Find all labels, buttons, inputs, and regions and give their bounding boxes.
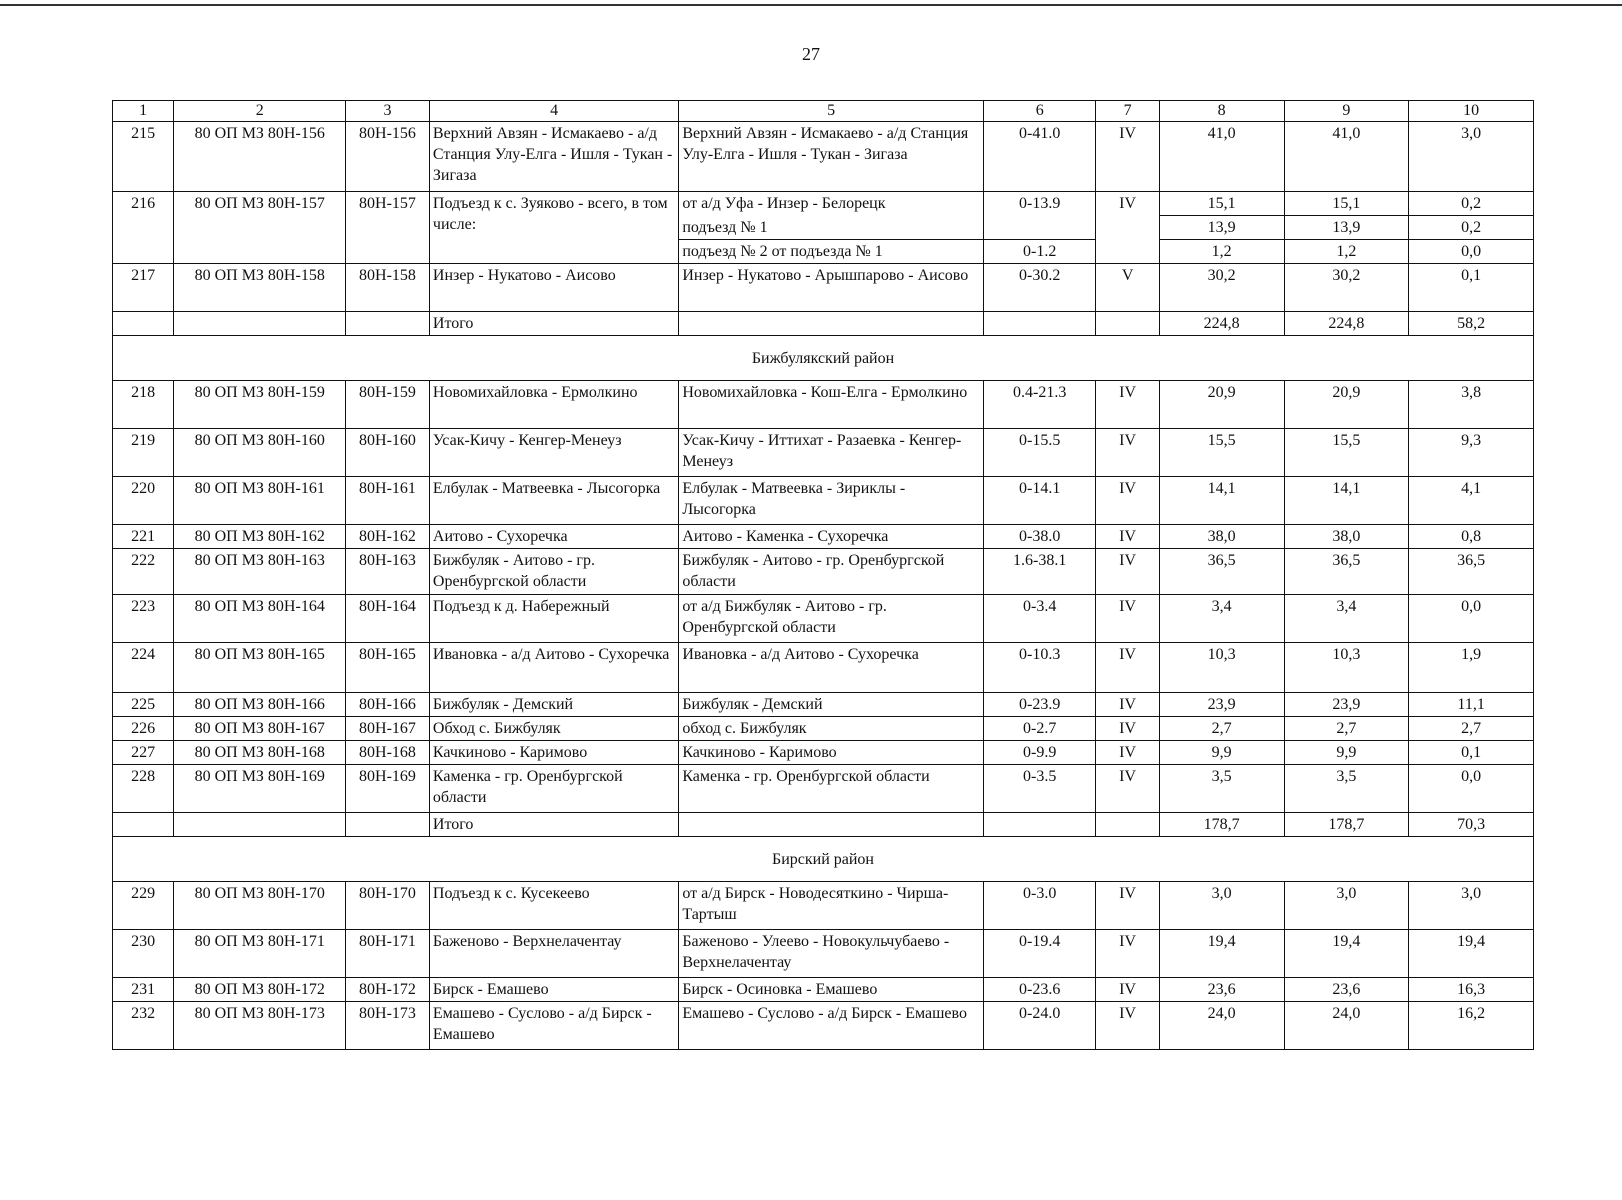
road-id: 80 ОП МЗ 80Н-165 — [174, 643, 346, 693]
road-category: IV — [1096, 930, 1159, 978]
district-heading: Бижбулякский район — [113, 336, 1534, 381]
road-code: 80Н-157 — [346, 192, 430, 264]
road-category: IV — [1096, 122, 1159, 192]
road-route: Бижбуляк - Аитово - гр. Оренбургской области — [679, 549, 984, 595]
road-name: Качкиново - Каримово — [429, 741, 678, 765]
row-number: 232 — [113, 1002, 174, 1050]
column-header: 6 — [983, 101, 1095, 122]
table-row — [113, 882, 1534, 930]
km-range: 0-3.4 — [983, 595, 1095, 643]
empty-cell — [1096, 813, 1159, 837]
empty-cell — [679, 312, 984, 336]
km-range: 0-38.0 — [983, 525, 1095, 549]
value-col-8: 9,9 — [1159, 741, 1284, 765]
value-col-8: 2,7 — [1159, 717, 1284, 741]
road-name: Подъезд к с. Зуяково - всего, в том числе: — [429, 192, 678, 264]
road-route: Усак-Кичу - Иттихат - Разаевка - Кенгер-Менеуз — [679, 429, 984, 477]
row-number: 227 — [113, 741, 174, 765]
road-code: 80Н-164 — [346, 595, 430, 643]
road-name: Баженово - Верхнелачентау — [429, 930, 678, 978]
road-code: 80Н-167 — [346, 717, 430, 741]
total-col-8: 178,7 — [1159, 813, 1284, 837]
value-col-8: 3,0 — [1159, 882, 1284, 930]
road-name: Новомихайловка - Ермолкино — [429, 381, 678, 429]
value-col-10: 2,7 — [1409, 717, 1534, 741]
value-col-10: 0,2 — [1409, 192, 1534, 216]
road-id: 80 ОП МЗ 80Н-167 — [174, 717, 346, 741]
km-range: 0-3.0 — [983, 882, 1095, 930]
row-number: 228 — [113, 765, 174, 813]
road-category: IV — [1096, 717, 1159, 741]
value-col-8: 36,5 — [1159, 549, 1284, 595]
row-number: 223 — [113, 595, 174, 643]
road-route: Инзер - Нукатово - Арышпарово - Аисово — [679, 264, 984, 312]
value-col-8: 10,3 — [1159, 643, 1284, 693]
road-code: 80Н-166 — [346, 693, 430, 717]
km-range: 0-15.5 — [983, 429, 1095, 477]
total-col-10: 70,3 — [1409, 813, 1534, 837]
value-col-9: 10,3 — [1284, 643, 1409, 693]
road-route: Каменка - гр. Оренбургской области — [679, 765, 984, 813]
value-col-10: 1,9 — [1409, 643, 1534, 693]
value-col-8: 41,0 — [1159, 122, 1284, 192]
table-row — [113, 549, 1534, 595]
table-row — [113, 525, 1534, 549]
road-name: Емашево - Суслово - а/д Бирск - Емашево — [429, 1002, 678, 1050]
table-row — [113, 264, 1534, 312]
value-col-9: 15,1 — [1284, 192, 1409, 216]
row-number: 220 — [113, 477, 174, 525]
km-range: 0-41.0 — [983, 122, 1095, 192]
road-code: 80Н-161 — [346, 477, 430, 525]
value-col-9: 30,2 — [1284, 264, 1409, 312]
road-route: Ивановка - а/д Аитово - Сухоречка — [679, 643, 984, 693]
value-col-9: 15,5 — [1284, 429, 1409, 477]
district-heading: Бирский район — [113, 837, 1534, 882]
road-route: Елбулак - Матвеевка - Зириклы - Лысогорка — [679, 477, 984, 525]
value-col-8: 3,5 — [1159, 765, 1284, 813]
km-range: 0-30.2 — [983, 264, 1095, 312]
column-header: 4 — [429, 101, 678, 122]
value-col-8: 38,0 — [1159, 525, 1284, 549]
district-row — [113, 336, 1534, 381]
road-id: 80 ОП МЗ 80Н-166 — [174, 693, 346, 717]
row-number: 226 — [113, 717, 174, 741]
value-col-10: 0,0 — [1409, 240, 1534, 264]
road-route: Бижбуляк - Демский — [679, 693, 984, 717]
value-col-9: 9,9 — [1284, 741, 1409, 765]
value-col-8: 14,1 — [1159, 477, 1284, 525]
column-header: 3 — [346, 101, 430, 122]
value-col-9: 23,6 — [1284, 978, 1409, 1002]
value-col-10: 0,8 — [1409, 525, 1534, 549]
value-col-10: 3,0 — [1409, 882, 1534, 930]
row-number: 224 — [113, 643, 174, 693]
road-code: 80Н-158 — [346, 264, 430, 312]
km-range: 0-2.7 — [983, 717, 1095, 741]
column-header: 8 — [1159, 101, 1284, 122]
value-col-9: 3,4 — [1284, 595, 1409, 643]
table-row — [113, 765, 1534, 813]
table-row — [113, 429, 1534, 477]
road-route: обход с. Бижбуляк — [679, 717, 984, 741]
road-code: 80Н-160 — [346, 429, 430, 477]
table-row — [113, 192, 1534, 216]
total-col-10: 58,2 — [1409, 312, 1534, 336]
road-route: Емашево - Суслово - а/д Бирск - Емашево — [679, 1002, 984, 1050]
value-col-10: 3,0 — [1409, 122, 1534, 192]
total-col-9: 224,8 — [1284, 312, 1409, 336]
road-id: 80 ОП МЗ 80Н-164 — [174, 595, 346, 643]
value-col-10: 0,1 — [1409, 264, 1534, 312]
road-category: IV — [1096, 741, 1159, 765]
total-col-9: 178,7 — [1284, 813, 1409, 837]
value-col-8: 3,4 — [1159, 595, 1284, 643]
table-row — [113, 717, 1534, 741]
empty-cell — [113, 312, 174, 336]
km-range: 0-1.2 — [983, 240, 1095, 264]
road-code: 80Н-162 — [346, 525, 430, 549]
road-category: IV — [1096, 643, 1159, 693]
road-id: 80 ОП МЗ 80Н-156 — [174, 122, 346, 192]
road-route: подъезд № 1 — [679, 216, 984, 240]
row-number: 230 — [113, 930, 174, 978]
table-row — [113, 477, 1534, 525]
row-number: 225 — [113, 693, 174, 717]
road-route: Верхний Авзян - Исмакаево - а/д Станция Улу-Елга - Ишля - Тукан - Зигаза — [679, 122, 984, 192]
value-col-9: 1,2 — [1284, 240, 1409, 264]
road-code: 80Н-169 — [346, 765, 430, 813]
km-range: 0-13.9 — [983, 192, 1095, 240]
value-col-9: 2,7 — [1284, 717, 1409, 741]
table-row — [113, 741, 1534, 765]
road-id: 80 ОП МЗ 80Н-171 — [174, 930, 346, 978]
total-row — [113, 813, 1534, 837]
road-name: Бижбуляк - Аитово - гр. Оренбургской области — [429, 549, 678, 595]
road-id: 80 ОП МЗ 80Н-157 — [174, 192, 346, 264]
value-col-10: 16,2 — [1409, 1002, 1534, 1050]
value-col-10: 16,3 — [1409, 978, 1534, 1002]
value-col-8: 15,1 — [1159, 192, 1284, 216]
road-id: 80 ОП МЗ 80Н-170 — [174, 882, 346, 930]
road-name: Каменка - гр. Оренбургской области — [429, 765, 678, 813]
road-route: подъезд № 2 от подъезда № 1 — [679, 240, 984, 264]
row-number: 229 — [113, 882, 174, 930]
km-range: 0-24.0 — [983, 1002, 1095, 1050]
road-route: Баженово - Улеево - Новокульчубаево - Верхнелачентау — [679, 930, 984, 978]
road-category: IV — [1096, 525, 1159, 549]
road-code: 80Н-168 — [346, 741, 430, 765]
road-category: IV — [1096, 765, 1159, 813]
column-header: 5 — [679, 101, 984, 122]
row-number: 221 — [113, 525, 174, 549]
table-row — [113, 978, 1534, 1002]
total-label: Итого — [429, 312, 678, 336]
km-range: 0-9.9 — [983, 741, 1095, 765]
road-route: от а/д Бирск - Новодесяткино - Чирша-Тартыш — [679, 882, 984, 930]
road-category: IV — [1096, 192, 1159, 264]
row-number: 217 — [113, 264, 174, 312]
km-range: 0-23.6 — [983, 978, 1095, 1002]
road-registry-table — [112, 100, 1534, 1050]
value-col-9: 20,9 — [1284, 381, 1409, 429]
road-id: 80 ОП МЗ 80Н-163 — [174, 549, 346, 595]
value-col-10: 0,0 — [1409, 595, 1534, 643]
top-rule — [0, 4, 1622, 6]
road-id: 80 ОП МЗ 80Н-169 — [174, 765, 346, 813]
road-name: Верхний Авзян - Исмакаево - а/д Станция Улу-Елга - Ишля - Тукан - Зигаза — [429, 122, 678, 192]
road-id: 80 ОП МЗ 80Н-168 — [174, 741, 346, 765]
empty-cell — [174, 813, 346, 837]
road-code: 80Н-163 — [346, 549, 430, 595]
column-header-row — [113, 101, 1534, 122]
road-id: 80 ОП МЗ 80Н-160 — [174, 429, 346, 477]
table-row — [113, 1002, 1534, 1050]
value-col-10: 0,1 — [1409, 741, 1534, 765]
empty-cell — [679, 813, 984, 837]
table-row — [113, 930, 1534, 978]
road-code: 80Н-172 — [346, 978, 430, 1002]
road-code: 80Н-173 — [346, 1002, 430, 1050]
road-category: IV — [1096, 882, 1159, 930]
row-number: 231 — [113, 978, 174, 1002]
value-col-9: 14,1 — [1284, 477, 1409, 525]
road-name: Инзер - Нукатово - Аисово — [429, 264, 678, 312]
total-row — [113, 312, 1534, 336]
road-name: Ивановка - а/д Аитово - Сухоречка — [429, 643, 678, 693]
empty-cell — [113, 813, 174, 837]
road-id: 80 ОП МЗ 80Н-172 — [174, 978, 346, 1002]
value-col-10: 9,3 — [1409, 429, 1534, 477]
road-category: IV — [1096, 595, 1159, 643]
road-id: 80 ОП МЗ 80Н-161 — [174, 477, 346, 525]
road-route: от а/д Уфа - Инзер - Белорецк — [679, 192, 984, 216]
km-range: 0-14.1 — [983, 477, 1095, 525]
road-id: 80 ОП МЗ 80Н-162 — [174, 525, 346, 549]
value-col-8: 19,4 — [1159, 930, 1284, 978]
row-number: 219 — [113, 429, 174, 477]
road-id: 80 ОП МЗ 80Н-173 — [174, 1002, 346, 1050]
column-header: 1 — [113, 101, 174, 122]
value-col-9: 23,9 — [1284, 693, 1409, 717]
road-route: Качкиново - Каримово — [679, 741, 984, 765]
value-col-9: 38,0 — [1284, 525, 1409, 549]
value-col-8: 1,2 — [1159, 240, 1284, 264]
value-col-10: 11,1 — [1409, 693, 1534, 717]
road-name: Подъезд к с. Кусекеево — [429, 882, 678, 930]
table-row — [113, 381, 1534, 429]
empty-cell — [1096, 312, 1159, 336]
road-code: 80Н-171 — [346, 930, 430, 978]
road-name: Бирск - Емашево — [429, 978, 678, 1002]
page-number: 27 — [802, 44, 820, 64]
value-col-10: 0,0 — [1409, 765, 1534, 813]
table-row — [113, 643, 1534, 693]
km-range: 0-10.3 — [983, 643, 1095, 693]
value-col-9: 24,0 — [1284, 1002, 1409, 1050]
road-category: V — [1096, 264, 1159, 312]
km-range: 1.6-38.1 — [983, 549, 1095, 595]
road-code: 80Н-165 — [346, 643, 430, 693]
value-col-10: 4,1 — [1409, 477, 1534, 525]
empty-cell — [174, 312, 346, 336]
value-col-10: 0,2 — [1409, 216, 1534, 240]
row-number: 222 — [113, 549, 174, 595]
value-col-8: 23,6 — [1159, 978, 1284, 1002]
value-col-10: 36,5 — [1409, 549, 1534, 595]
district-row — [113, 837, 1534, 882]
total-label: Итого — [429, 813, 678, 837]
road-category: IV — [1096, 549, 1159, 595]
road-name: Подъезд к д. Набережный — [429, 595, 678, 643]
column-header: 10 — [1409, 101, 1534, 122]
value-col-8: 24,0 — [1159, 1002, 1284, 1050]
road-category: IV — [1096, 693, 1159, 717]
value-col-8: 15,5 — [1159, 429, 1284, 477]
road-category: IV — [1096, 1002, 1159, 1050]
value-col-8: 23,9 — [1159, 693, 1284, 717]
value-col-8: 13,9 — [1159, 216, 1284, 240]
road-id: 80 ОП МЗ 80Н-158 — [174, 264, 346, 312]
column-header: 7 — [1096, 101, 1159, 122]
column-header: 2 — [174, 101, 346, 122]
empty-cell — [983, 813, 1095, 837]
road-name: Обход с. Бижбуляк — [429, 717, 678, 741]
row-number: 218 — [113, 381, 174, 429]
road-name: Бижбуляк - Демский — [429, 693, 678, 717]
road-code: 80Н-159 — [346, 381, 430, 429]
road-route: Аитово - Каменка - Сухоречка — [679, 525, 984, 549]
km-range: 0.4-21.3 — [983, 381, 1095, 429]
total-col-8: 224,8 — [1159, 312, 1284, 336]
road-route: Новомихайловка - Кош-Елга - Ермолкино — [679, 381, 984, 429]
road-name: Елбулак - Матвеевка - Лысогорка — [429, 477, 678, 525]
value-col-10: 3,8 — [1409, 381, 1534, 429]
road-name: Усак-Кичу - Кенгер-Менеуз — [429, 429, 678, 477]
value-col-9: 36,5 — [1284, 549, 1409, 595]
value-col-8: 30,2 — [1159, 264, 1284, 312]
km-range: 0-3.5 — [983, 765, 1095, 813]
value-col-9: 3,0 — [1284, 882, 1409, 930]
empty-cell — [346, 813, 430, 837]
value-col-9: 13,9 — [1284, 216, 1409, 240]
road-category: IV — [1096, 429, 1159, 477]
row-number: 215 — [113, 122, 174, 192]
table-row — [113, 595, 1534, 643]
road-code: 80Н-156 — [346, 122, 430, 192]
row-number: 216 — [113, 192, 174, 264]
empty-cell — [346, 312, 430, 336]
road-route: от а/д Бижбуляк - Аитово - гр. Оренбургской области — [679, 595, 984, 643]
road-category: IV — [1096, 381, 1159, 429]
table-row — [113, 693, 1534, 717]
km-range: 0-19.4 — [983, 930, 1095, 978]
km-range: 0-23.9 — [983, 693, 1095, 717]
value-col-9: 19,4 — [1284, 930, 1409, 978]
road-name: Аитово - Сухоречка — [429, 525, 678, 549]
road-code: 80Н-170 — [346, 882, 430, 930]
table-row — [113, 122, 1534, 192]
road-category: IV — [1096, 477, 1159, 525]
column-header: 9 — [1284, 101, 1409, 122]
value-col-9: 3,5 — [1284, 765, 1409, 813]
empty-cell — [983, 312, 1095, 336]
value-col-10: 19,4 — [1409, 930, 1534, 978]
road-id: 80 ОП МЗ 80Н-159 — [174, 381, 346, 429]
value-col-8: 20,9 — [1159, 381, 1284, 429]
road-category: IV — [1096, 978, 1159, 1002]
value-col-9: 41,0 — [1284, 122, 1409, 192]
road-route: Бирск - Осиновка - Емашево — [679, 978, 984, 1002]
